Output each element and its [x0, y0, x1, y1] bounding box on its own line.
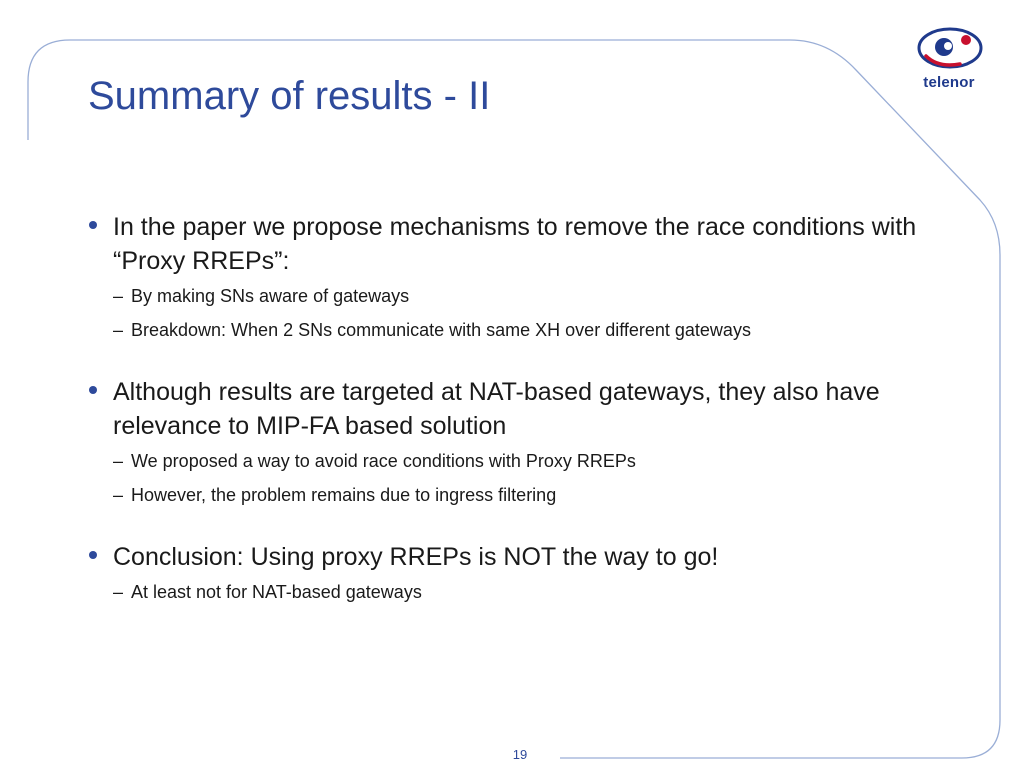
bullet-dot-icon	[89, 221, 97, 229]
sub-bullet	[113, 444, 966, 478]
slide-title: Summary of results - II	[88, 74, 491, 118]
telenor-logo	[914, 22, 984, 94]
sub-bullet	[113, 313, 966, 347]
bullet-text: Conclusion: Using proxy RREPs is NOT the way to go!	[113, 543, 719, 571]
bullet-point	[86, 210, 966, 347]
bullet-point	[86, 375, 966, 512]
sub-bullet-text: However, the problem remains due to ingress filtering	[131, 485, 557, 505]
dash-icon: –	[113, 582, 124, 602]
page-number: 19	[512, 747, 528, 762]
sub-bullet	[113, 279, 966, 313]
sub-bullet	[113, 575, 966, 609]
dash-icon: –	[113, 451, 124, 471]
logo-wordmark: telenor	[923, 74, 975, 91]
dash-icon: –	[113, 320, 124, 340]
sub-bullet-text: By making SNs aware of gateways	[131, 286, 410, 306]
bullet-text: In the paper we propose mechanisms to remove the race conditions with “Proxy RREPs”:	[113, 213, 917, 275]
sub-bullet	[113, 478, 966, 512]
dash-icon: –	[113, 485, 124, 505]
bullet-list	[86, 210, 966, 637]
sub-bullet-text: At least not for NAT-based gateways	[131, 582, 422, 602]
bullet-point	[86, 540, 966, 609]
dash-icon: –	[113, 286, 124, 306]
bullet-dot-icon	[89, 551, 97, 559]
bullet-dot-icon	[89, 386, 97, 394]
telenor-logo-icon	[914, 22, 984, 74]
sub-bullet-text: We proposed a way to avoid race conditions with Proxy RREPs	[131, 451, 636, 471]
sub-bullet-text: Breakdown: When 2 SNs communicate with same XH over different gateways	[131, 320, 751, 340]
bullet-text: Although results are targeted at NAT-based gateways, they also have relevance to MIP-FA based solution	[113, 378, 880, 440]
